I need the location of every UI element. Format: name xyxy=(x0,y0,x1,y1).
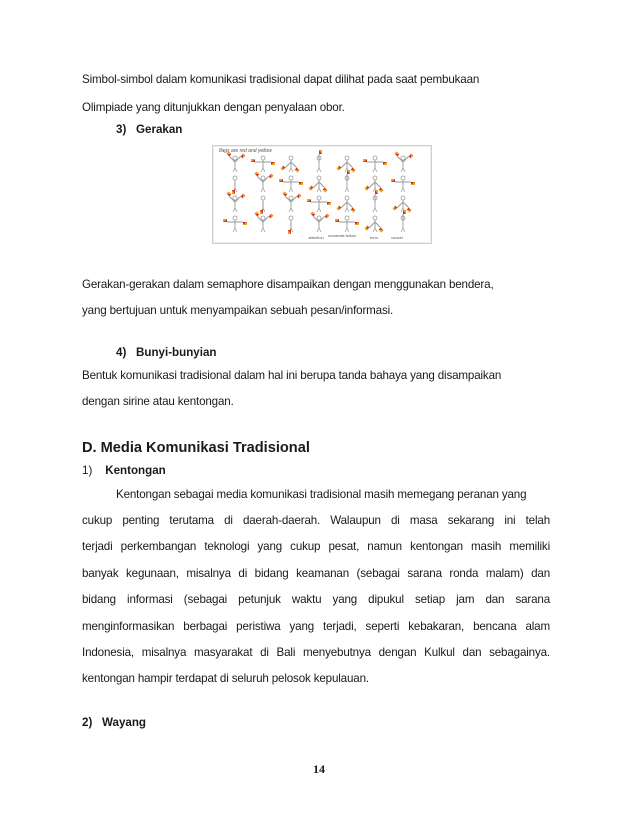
section-4-number: 4) xyxy=(116,346,127,359)
section-3-number: 3) xyxy=(116,123,127,136)
section-d-heading: D. Media Komunikasi Tradisional xyxy=(82,440,310,456)
semaphore-illustration xyxy=(213,146,431,243)
kentongan-line-3: terjadi perkembangan teknologi yang cukup pesat, namun kentongan masih memiliki xyxy=(82,540,550,553)
semaphore-figure-item xyxy=(311,211,330,232)
section-4-title: Bunyi-bunyian xyxy=(135,346,217,359)
semaphore-figure-item xyxy=(255,211,274,232)
kentongan-line-1: Kentongan sebagai media komunikasi tradisional masih memegang peranan yang xyxy=(116,488,527,501)
semaphore-figure-item xyxy=(364,176,383,193)
semaphore-figure-item xyxy=(280,156,299,173)
gerakan-line-1: Gerakan-gerakan dalam semaphore disampaikan dengan menggunakan bendera, xyxy=(82,278,494,291)
semaphore-figure-item xyxy=(392,196,411,213)
semaphore-figure-item xyxy=(345,170,350,192)
bunyi-line-2: dengan sirine atau kentongan. xyxy=(82,395,234,408)
semaphore-figure-item xyxy=(317,150,322,172)
kentongan-line-2: cukup penting terutama di daerah-daerah. Walaupun di masa sekarang ini telah xyxy=(82,514,550,527)
semaphore-figure-item xyxy=(335,216,359,232)
semaphore-figure-item xyxy=(288,216,293,234)
semaphore-figure-item xyxy=(251,156,275,172)
kentongan-line-6: menginformasikan berbagai peristiwa yang terjadi, seperti kebakaran, bencana alam xyxy=(82,620,550,633)
kentongan-line-7: Indonesia, misalnya masyarakat di Bali menyebutnya dengan Kulkul dan sebagainya. xyxy=(82,646,550,659)
semaphore-figure-item xyxy=(227,191,246,212)
semaphore-figure-item xyxy=(283,191,302,212)
semaphore-figure-item xyxy=(223,216,247,232)
sub-2-heading xyxy=(82,716,146,730)
semaphore-figure-item xyxy=(373,190,378,212)
figure-label-error: error xyxy=(369,235,379,240)
semaphore-figure-item xyxy=(308,176,327,193)
intro-line-2: Olimpiade yang ditunjukkan dengan penyalaan obor. xyxy=(82,101,345,114)
semaphore-figure-item xyxy=(260,196,265,214)
semaphore-figure-item xyxy=(336,156,355,173)
section-3-title: Gerakan xyxy=(135,123,183,136)
sub-2-number: 2) xyxy=(82,716,93,729)
sub-1-title: Kentongan xyxy=(105,464,166,477)
section-4-heading xyxy=(116,346,217,360)
semaphore-figure-item xyxy=(336,196,355,213)
gerakan-line-2: yang bertujuan untuk menyampaikan sebuah pesan/informasi. xyxy=(82,304,394,317)
semaphore-figure-item xyxy=(307,196,331,212)
kentongan-line-5: bidang informasi (sebagai petunjuk waktu yang dipukul setiap jam dan sarana xyxy=(82,593,550,606)
figure-label-numerals: numerals follow xyxy=(328,233,356,238)
semaphore-figure-item xyxy=(255,171,274,192)
sub-1-number: 1) xyxy=(82,464,93,477)
sub-2-title: Wayang xyxy=(101,716,147,729)
semaphore-figure-item xyxy=(279,176,303,192)
semaphore-figure-item xyxy=(227,151,246,172)
figure-caption: flags are red and yellow xyxy=(219,148,272,154)
semaphore-figure-item xyxy=(401,210,406,232)
sub-1-heading xyxy=(82,464,166,478)
page-number: 14 xyxy=(313,762,325,776)
semaphore-figure-item xyxy=(363,156,387,172)
semaphore-figure-item xyxy=(395,151,414,172)
semaphore-figure-item xyxy=(391,176,415,192)
kentongan-line-4: banyak kegunaan, misalnya di bidang keamanan (sebagai sarana ronda malam) dan xyxy=(82,567,550,580)
section-3-heading xyxy=(116,123,182,137)
intro-line-1: Simbol-simbol dalam komunikasi tradisional dapat dilihat pada saat pembukaan xyxy=(82,73,480,86)
figure-label-attention: attention xyxy=(308,235,324,240)
figure-label-cancel: cancel xyxy=(391,235,403,240)
bunyi-line-1: Bentuk komunikasi tradisional dalam hal ini berupa tanda bahaya yang disampaikan xyxy=(82,369,502,382)
semaphore-figure-item xyxy=(364,216,383,233)
kentongan-line-8: kentongan hampir terdapat di seluruh pelosok kepulauan. xyxy=(82,672,369,685)
semaphore-figure xyxy=(212,145,432,244)
semaphore-figure-item xyxy=(232,176,237,194)
